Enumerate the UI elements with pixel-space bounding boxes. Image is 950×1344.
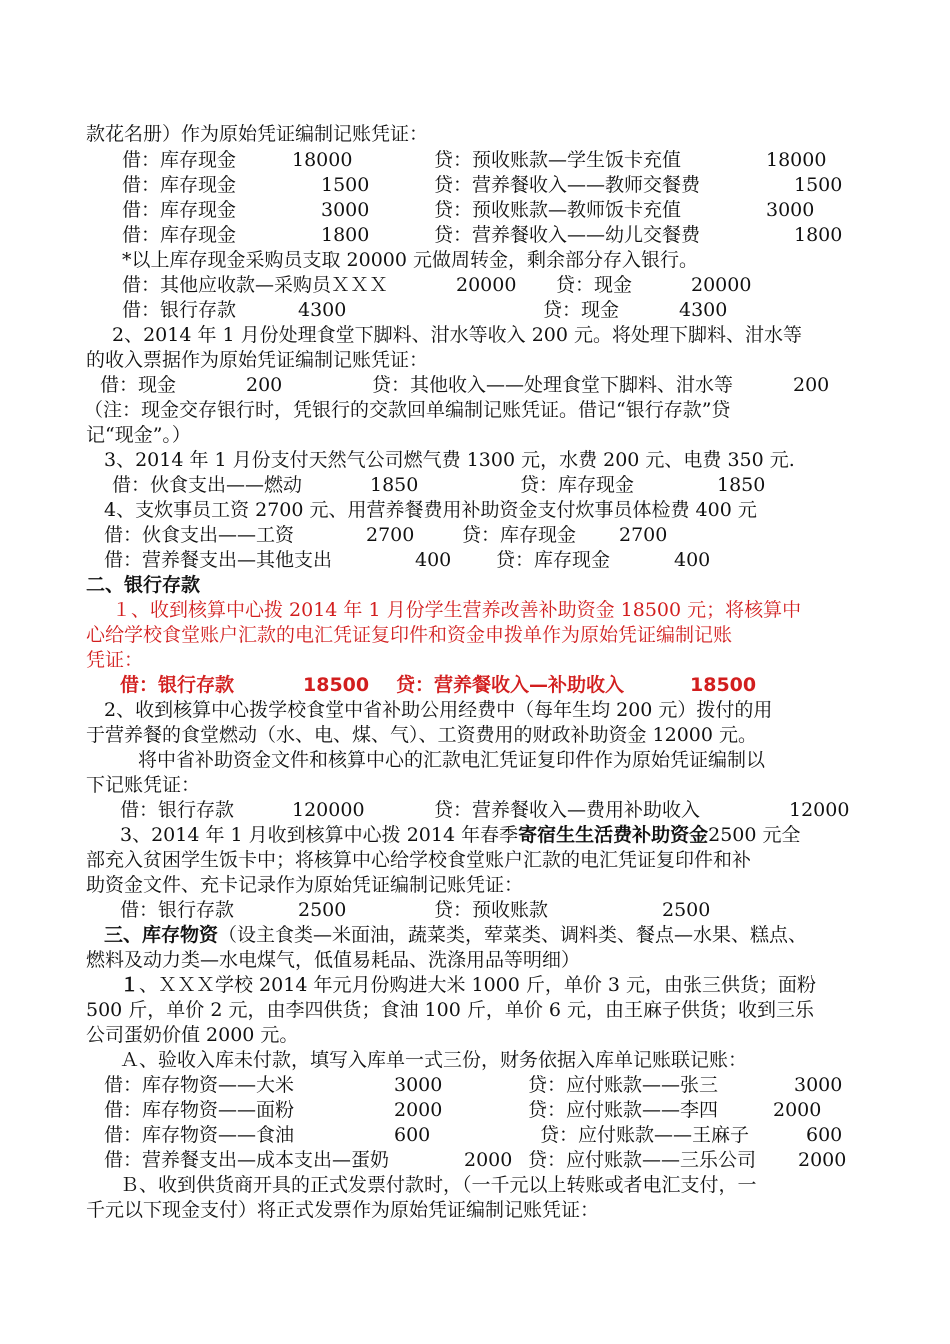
credit-account: 贷：库存现金 [496, 549, 611, 571]
text-segment: 3、2014 年 1 月收到核算中心拨 2014 年春季 [120, 824, 519, 846]
credit-amount: 1500 [794, 174, 843, 196]
credit-amount: 18000 [766, 149, 827, 171]
debit-account: 借：库存现金 [122, 174, 237, 196]
debit-account: 借：营养餐支出—其他支出 [104, 549, 333, 571]
paragraph-line: 千元以下现金支付）将正式发票作为原始凭证编制记账凭证： [86, 1199, 600, 1221]
debit-account: 借：伙食支出——燃动 [112, 474, 303, 496]
credit-account: 贷：现金 [556, 274, 633, 296]
paragraph-line: 4、支炊事员工资 2700 元、用营养餐费用补助资金支付炊事员体检费 400 元 [104, 499, 757, 521]
paragraph-line: 2、2014 年 1 月份处理食堂下脚料、泔水等收入 200 元。将处理下脚料、泔水等 [112, 324, 802, 346]
credit-account: 贷：库存现金 [462, 524, 577, 546]
debit-account: 借：库存物资——面粉 [104, 1099, 295, 1121]
heading-detail: （设主食类—米面油，蔬菜类，荤菜类、调料类、餐点—水果、糕点、 [218, 924, 808, 946]
credit-amount: 2700 [619, 524, 668, 546]
credit-amount: 200 [793, 374, 830, 396]
debit-account: 借：银行存款 [122, 299, 237, 321]
highlighted-line: 心给学校食堂账户汇款的电汇凭证复印件和资金申拨单作为原始凭证编制记账 [86, 624, 733, 646]
debit-account: 借：库存物资——食油 [104, 1124, 295, 1146]
credit-account: 贷：其他收入——处理食堂下脚料、泔水等 [372, 374, 734, 396]
debit-amount: 18500 [303, 674, 370, 696]
debit-amount: 2700 [366, 524, 415, 546]
credit-account: 贷：营养餐收入——幼儿交餐费 [434, 224, 701, 246]
credit-amount: 2500 [662, 899, 711, 921]
text-segment: 2500 元全 [708, 824, 801, 846]
debit-amount: 1850 [370, 474, 419, 496]
debit-amount: 20000 [456, 274, 517, 296]
paragraph-line: 500 斤，单价 2 元，由李四供货；食油 100 斤，单价 6 元，由王麻子供货；收到三乐 [86, 999, 814, 1021]
paragraph-line: Ｂ、收到供货商开具的正式发票付款时，（一千元以上转账或者电汇支付，一 [120, 1174, 757, 1196]
credit-amount: 3000 [794, 1074, 843, 1096]
credit-account: 贷：营养餐收入—费用补助收入 [434, 799, 701, 821]
paragraph-line: 助资金文件、充卡记录作为原始凭证编制记账凭证： [86, 874, 524, 896]
debit-account: 借：银行存款 [120, 799, 235, 821]
paragraph-line: 的收入票据作为原始凭证编制记账凭证： [86, 349, 429, 371]
credit-account: 贷：营养餐收入——教师交餐费 [434, 174, 701, 196]
credit-amount: 18500 [690, 674, 757, 696]
debit-amount: 200 [246, 374, 283, 396]
debit-amount: 1800 [321, 224, 370, 246]
credit-amount: 400 [674, 549, 711, 571]
section-heading: 三、库存物资 [104, 924, 219, 946]
debit-amount: 600 [394, 1124, 431, 1146]
paragraph-line: 公司蛋奶价值 2000 元。 [86, 1024, 299, 1046]
debit-account: 借：银行存款 [120, 899, 235, 921]
debit-amount: 18000 [292, 149, 353, 171]
section-heading: 二、银行存款 [86, 574, 201, 596]
debit-account: 借：伙食支出——工资 [104, 524, 295, 546]
credit-account: 贷：现金 [543, 299, 620, 321]
note-line: 记“现金”。） [86, 424, 191, 446]
paragraph-line: 3、2014 年 1 月份支付天然气公司燃气费 1300 元，水费 200 元、电费 350 元. [104, 449, 795, 471]
paragraph-line: 2、收到核算中心拨学校食堂中省补助公用经费中（每年生均 200 元）拨付的用 [104, 699, 773, 721]
credit-account: 贷：预收账款—教师饭卡充值 [434, 199, 682, 221]
paragraph-line [120, 973, 816, 998]
debit-amount: 3000 [321, 199, 370, 221]
paragraph-line: 于营养餐的食堂燃动（水、电、煤、气）、工资费用的财政补助资金 12000 元。 [86, 724, 758, 746]
note-line: （注：现金交存银行时，凭银行的交款回单编制记账凭证。借记“银行存款”贷 [84, 399, 731, 421]
debit-amount: 120000 [292, 799, 365, 821]
credit-account: 贷：应付账款——李四 [528, 1099, 719, 1121]
credit-account: 贷：应付账款——王麻子 [540, 1124, 750, 1146]
paragraph-line: 款花名册）作为原始凭证编制记账凭证： [86, 123, 429, 145]
highlighted-line: 凭证： [86, 649, 144, 671]
debit-account: 借：库存现金 [122, 149, 237, 171]
credit-account: 贷：应付账款——三乐公司 [528, 1149, 757, 1171]
credit-amount: 2000 [773, 1099, 822, 1121]
credit-account: 贷：应付账款——张三 [528, 1074, 719, 1096]
debit-account: 借：其他应收款—采购员ＸＸＸ [122, 274, 389, 296]
item-number: １ [120, 974, 140, 996]
credit-amount: 2000 [798, 1149, 847, 1171]
debit-amount: 2000 [464, 1149, 513, 1171]
paragraph-line [120, 823, 801, 848]
text-segment: 、ＸＸＸ学校 2014 年元月份购进大米 1000 斤，单价 3 元，由张三供货；面粉 [139, 974, 817, 996]
credit-amount: 20000 [691, 274, 752, 296]
credit-amount: 1800 [794, 224, 843, 246]
debit-account: 借：营养餐支出—成本支出—蛋奶 [104, 1149, 390, 1171]
paragraph-line: Ａ、验收入库未付款，填写入库单一式三份，财务依据入库单记账联记账： [120, 1049, 748, 1071]
debit-account: 借：库存现金 [122, 199, 237, 221]
debit-account: 借：库存物资——大米 [104, 1074, 295, 1096]
debit-amount: 2500 [298, 899, 347, 921]
credit-amount: 600 [806, 1124, 843, 1146]
credit-account: 贷：预收账款—学生饭卡充值 [434, 149, 682, 171]
credit-account: 贷：预收账款 [434, 899, 549, 921]
paragraph-line: 部充入贫困学生饭卡中；将核算中心给学校食堂账户汇款的电汇凭证复印件和补 [86, 849, 752, 871]
paragraph-line: 下记账凭证： [86, 774, 201, 796]
highlighted-line: １、收到核算中心拨 2014 年 1 月份学生营养改善补助资金 18500 元；将核算中 [112, 599, 802, 621]
credit-amount: 4300 [679, 299, 728, 321]
debit-account: 借：库存现金 [122, 224, 237, 246]
debit-amount: 400 [415, 549, 452, 571]
debit-amount: 2000 [394, 1099, 443, 1121]
debit-account: 借：银行存款 [120, 674, 235, 696]
debit-account: 借：现金 [100, 374, 177, 396]
paragraph-line: 将中省补助资金文件和核算中心的汇款电汇凭证复印件作为原始凭证编制以 [138, 749, 766, 771]
credit-amount: 3000 [766, 199, 815, 221]
credit-account: 贷：营养餐收入—补助收入 [396, 674, 625, 696]
section-heading-line [104, 923, 807, 948]
debit-amount: 3000 [394, 1074, 443, 1096]
paragraph-line: 燃料及动力类—水电煤气，低值易耗品、洗涤用品等明细） [86, 949, 581, 971]
debit-amount: 4300 [298, 299, 347, 321]
note-line: *以上库存现金采购员支取 20000 元做周转金，剩余部分存入银行。 [122, 249, 699, 271]
credit-account: 贷：库存现金 [520, 474, 635, 496]
credit-amount: 12000 [789, 799, 850, 821]
emphasized-text: 寄宿生生活费补助资金 [518, 824, 709, 846]
credit-amount: 1850 [717, 474, 766, 496]
debit-amount: 1500 [321, 174, 370, 196]
